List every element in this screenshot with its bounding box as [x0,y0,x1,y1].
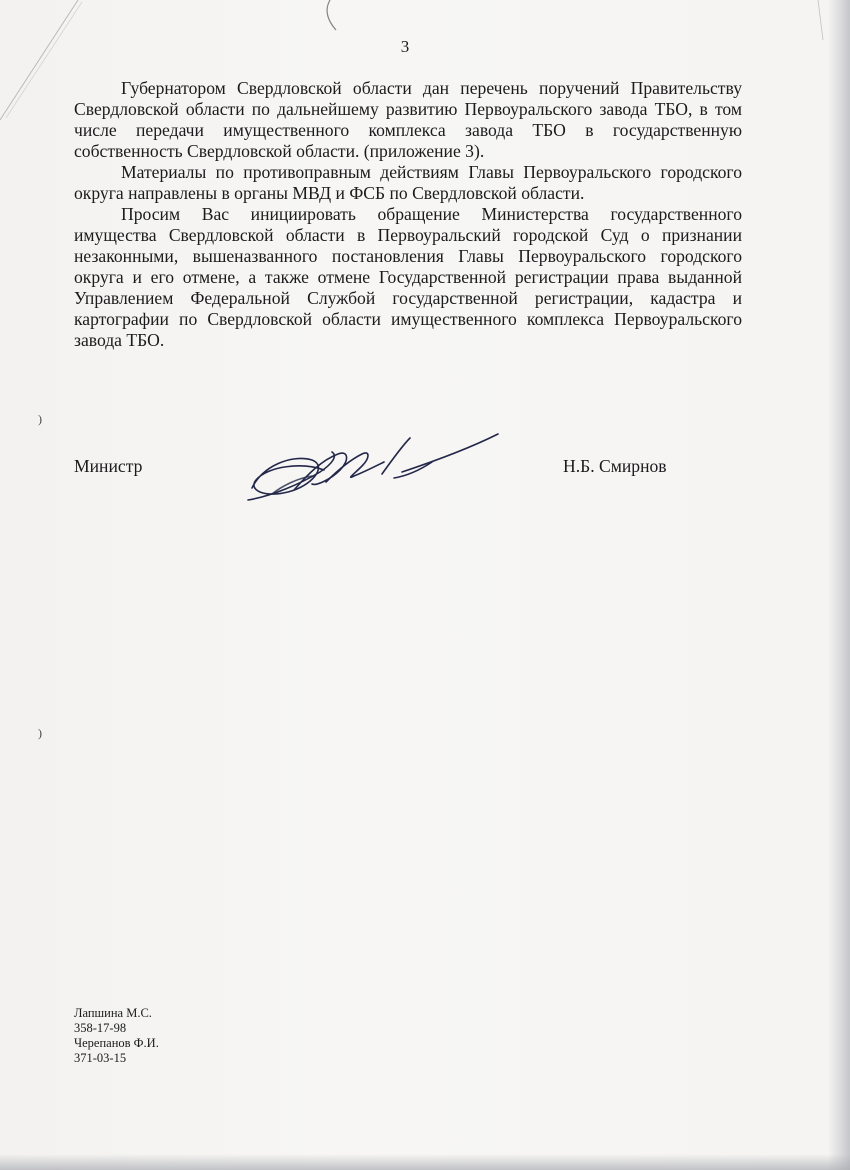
contact-name: Лапшина М.С. [74,1006,152,1020]
paragraph-1: Губернатором Свердловской области дан перечень поручений Правительству Свердловской области по дальнейшему развитию Первоуральского завода ТБО, в том числе передачи имущественного комплекса завода ТБО в государственную собственность Свердловской области. (приложение 3). [74,78,742,161]
contacts-block [74,1006,159,1066]
letter-body [74,78,742,351]
signatory-name: Н.Б. Смирнов [563,456,667,476]
scan-shadow-right [828,0,850,1170]
page-number: 3 [400,37,410,56]
margin-mark: ) [38,726,42,740]
signatory-title: Министр [74,456,143,476]
handwritten-signature [242,426,502,510]
scan-shadow-bottom [0,1154,850,1170]
signature-block [74,426,754,516]
margin-mark: ) [38,412,42,426]
contact-phone: 358-17-98 [74,1021,127,1035]
contact-phone: 371-03-15 [74,1051,127,1065]
paragraph-2: Материалы по противоправным действиям Главы Первоуральского городского округа направлены в органы МВД и ФСБ по Свердловской области. [74,162,742,203]
contact-name: Черепанов Ф.И. [74,1036,159,1050]
paragraph-3: Просим Вас инициировать обращение Министерства государственного имущества Свердловской области в Первоуральский городской Суд о признании незаконными, вышеназванного постановления Главы Первоуральского городского округа и его отмене, а также отмене Государственной регистрации права выданной Управлением Федеральной Службой государственной регистрации, кадастра и картографии по Свердловской области имущественного комплекса Первоуральского завода ТБО. [74,204,742,350]
